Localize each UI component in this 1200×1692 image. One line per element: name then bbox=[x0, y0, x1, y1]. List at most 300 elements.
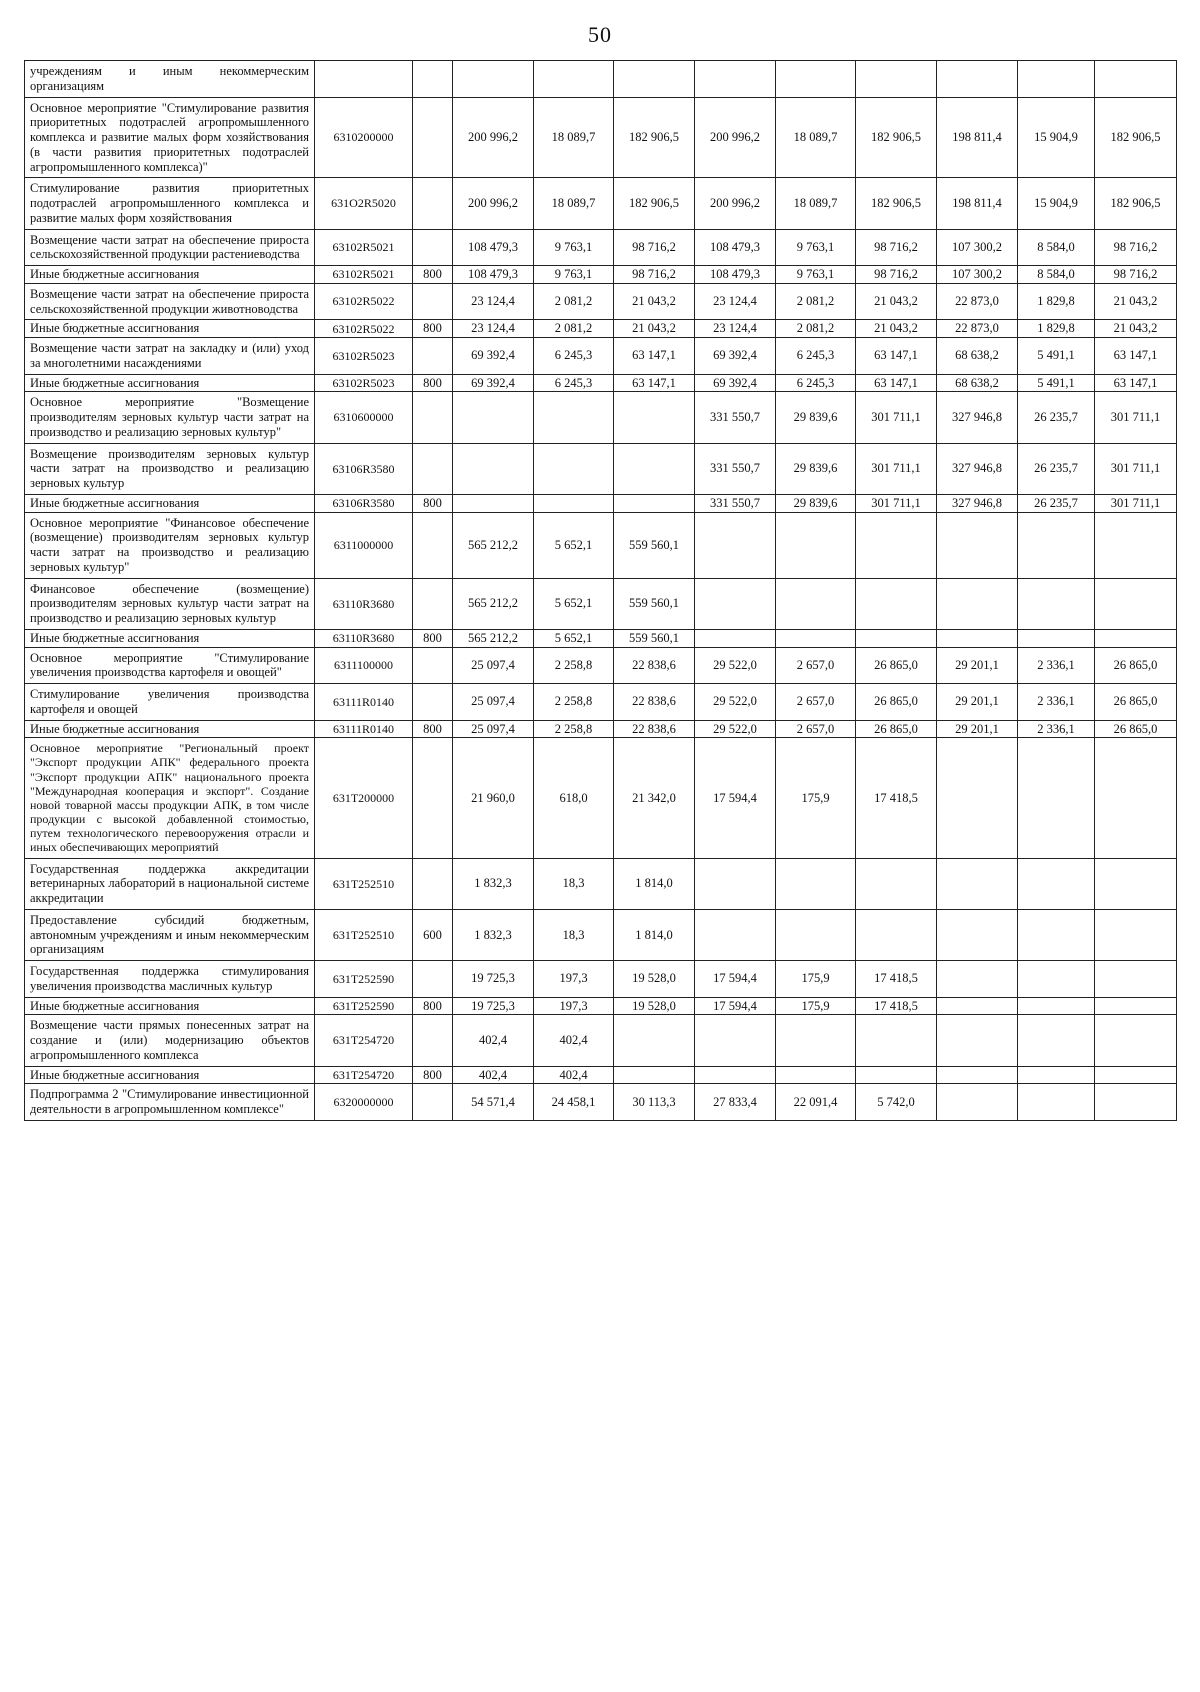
row-kvr-cell: 800 bbox=[413, 320, 453, 338]
row-value-cell: 21 043,2 bbox=[856, 283, 937, 320]
row-value-cell: 618,0 bbox=[534, 738, 614, 858]
row-value-cell: 6 245,3 bbox=[776, 374, 856, 392]
row-kvr-cell bbox=[413, 647, 453, 684]
row-value-cell bbox=[937, 909, 1018, 960]
row-name-cell: Основное мероприятие "Региональный проект "Экспорт продукции АПК" федерального проекта "Экспорт продукции АПК" национального проекта "Международная кооперация и экспорт". Создание новой товарной массы продукции АПК, в том числе продукции с высокой добавленной стоимостью, путем технологического перевооружения отрасли и иных обеспечивающих мероприятий bbox=[25, 738, 315, 858]
row-value-cell bbox=[1095, 858, 1177, 909]
row-value-cell: 23 124,4 bbox=[695, 320, 776, 338]
row-value-cell bbox=[856, 578, 937, 629]
row-value-cell bbox=[695, 61, 776, 98]
row-value-cell: 198 811,4 bbox=[937, 97, 1018, 178]
row-value-cell: 182 906,5 bbox=[614, 97, 695, 178]
row-value-cell: 26 865,0 bbox=[856, 647, 937, 684]
row-value-cell bbox=[776, 629, 856, 647]
row-value-cell bbox=[776, 61, 856, 98]
row-value-cell bbox=[937, 1015, 1018, 1066]
row-value-cell: 182 906,5 bbox=[614, 178, 695, 229]
row-value-cell: 301 711,1 bbox=[856, 494, 937, 512]
row-value-cell: 301 711,1 bbox=[1095, 494, 1177, 512]
row-value-cell bbox=[1018, 738, 1095, 858]
row-value-cell: 175,9 bbox=[776, 997, 856, 1015]
row-value-cell: 25 097,4 bbox=[453, 647, 534, 684]
row-value-cell bbox=[937, 1084, 1018, 1121]
row-kvr-cell bbox=[413, 684, 453, 721]
row-value-cell: 2 336,1 bbox=[1018, 647, 1095, 684]
row-name-cell: Основное мероприятие "Возмещение производителям зерновых культур части затрат на производство и реализацию зерновых культур" bbox=[25, 392, 315, 443]
row-kvr-cell bbox=[413, 392, 453, 443]
row-value-cell bbox=[534, 494, 614, 512]
row-value-cell bbox=[856, 909, 937, 960]
row-value-cell: 63 147,1 bbox=[1095, 374, 1177, 392]
row-value-cell: 29 201,1 bbox=[937, 647, 1018, 684]
table-row bbox=[25, 61, 1177, 98]
row-value-cell: 108 479,3 bbox=[695, 266, 776, 284]
row-value-cell: 559 560,1 bbox=[614, 512, 695, 578]
table-row bbox=[25, 1066, 1177, 1084]
row-value-cell: 331 550,7 bbox=[695, 443, 776, 494]
row-value-cell: 18,3 bbox=[534, 858, 614, 909]
row-value-cell: 2 657,0 bbox=[776, 720, 856, 738]
row-value-cell: 2 258,8 bbox=[534, 720, 614, 738]
row-value-cell bbox=[1095, 578, 1177, 629]
row-value-cell: 331 550,7 bbox=[695, 494, 776, 512]
row-value-cell bbox=[1095, 909, 1177, 960]
row-value-cell: 29 522,0 bbox=[695, 720, 776, 738]
row-value-cell: 21 342,0 bbox=[614, 738, 695, 858]
row-value-cell: 327 946,8 bbox=[937, 392, 1018, 443]
row-value-cell: 98 716,2 bbox=[856, 229, 937, 266]
row-value-cell bbox=[1018, 909, 1095, 960]
row-value-cell: 26 865,0 bbox=[856, 684, 937, 721]
row-value-cell: 5 652,1 bbox=[534, 629, 614, 647]
row-kvr-cell bbox=[413, 283, 453, 320]
table-row bbox=[25, 338, 1177, 375]
row-value-cell: 182 906,5 bbox=[1095, 178, 1177, 229]
row-name-cell: Иные бюджетные ассигнования bbox=[25, 720, 315, 738]
row-code-cell: 63102R5022 bbox=[315, 283, 413, 320]
row-name-cell: Иные бюджетные ассигнования bbox=[25, 320, 315, 338]
table-row bbox=[25, 738, 1177, 858]
row-value-cell bbox=[856, 512, 937, 578]
row-value-cell: 98 716,2 bbox=[1095, 229, 1177, 266]
row-value-cell: 26 865,0 bbox=[856, 720, 937, 738]
row-value-cell: 29 839,6 bbox=[776, 443, 856, 494]
table-row bbox=[25, 647, 1177, 684]
row-value-cell: 2 258,8 bbox=[534, 647, 614, 684]
row-value-cell: 402,4 bbox=[453, 1015, 534, 1066]
row-value-cell: 200 996,2 bbox=[695, 178, 776, 229]
row-name-cell: Возмещение части затрат на обеспечение прироста сельскохозяйственной продукции растениеводства bbox=[25, 229, 315, 266]
table-row bbox=[25, 229, 1177, 266]
row-value-cell: 29 522,0 bbox=[695, 647, 776, 684]
row-name-cell: учреждениям и иным некоммерческим организациям bbox=[25, 61, 315, 98]
row-value-cell: 63 147,1 bbox=[1095, 338, 1177, 375]
row-value-cell: 9 763,1 bbox=[534, 229, 614, 266]
row-value-cell bbox=[453, 494, 534, 512]
row-value-cell: 18 089,7 bbox=[776, 97, 856, 178]
row-value-cell: 26 865,0 bbox=[1095, 684, 1177, 721]
row-kvr-cell: 800 bbox=[413, 266, 453, 284]
row-value-cell bbox=[1018, 1015, 1095, 1066]
row-value-cell: 1 829,8 bbox=[1018, 283, 1095, 320]
row-value-cell: 23 124,4 bbox=[453, 320, 534, 338]
row-value-cell: 29 201,1 bbox=[937, 720, 1018, 738]
row-value-cell: 402,4 bbox=[453, 1066, 534, 1084]
row-kvr-cell bbox=[413, 178, 453, 229]
table-row bbox=[25, 578, 1177, 629]
row-value-cell: 2 081,2 bbox=[534, 283, 614, 320]
row-value-cell: 26 865,0 bbox=[1095, 720, 1177, 738]
row-name-cell: Подпрограмма 2 "Стимулирование инвестиционной деятельности в агропромышленном комплексе" bbox=[25, 1084, 315, 1121]
row-name-cell: Возмещение производителям зерновых культур части затрат на производство и реализацию зерновых культур bbox=[25, 443, 315, 494]
row-value-cell: 68 638,2 bbox=[937, 374, 1018, 392]
row-value-cell: 54 571,4 bbox=[453, 1084, 534, 1121]
row-value-cell: 21 043,2 bbox=[1095, 320, 1177, 338]
table-row bbox=[25, 684, 1177, 721]
row-code-cell: 63102R5021 bbox=[315, 229, 413, 266]
table-row bbox=[25, 320, 1177, 338]
row-value-cell: 5 491,1 bbox=[1018, 338, 1095, 375]
row-value-cell bbox=[614, 61, 695, 98]
row-value-cell bbox=[776, 909, 856, 960]
row-value-cell bbox=[614, 1066, 695, 1084]
row-value-cell bbox=[1095, 997, 1177, 1015]
row-value-cell: 22 091,4 bbox=[776, 1084, 856, 1121]
row-name-cell: Иные бюджетные ассигнования bbox=[25, 629, 315, 647]
row-kvr-cell bbox=[413, 738, 453, 858]
row-value-cell: 17 418,5 bbox=[856, 961, 937, 998]
row-value-cell bbox=[856, 629, 937, 647]
row-value-cell bbox=[1095, 961, 1177, 998]
row-value-cell bbox=[856, 61, 937, 98]
row-kvr-cell bbox=[413, 578, 453, 629]
row-kvr-cell bbox=[413, 1015, 453, 1066]
row-value-cell bbox=[1095, 512, 1177, 578]
row-value-cell: 9 763,1 bbox=[776, 266, 856, 284]
row-value-cell: 1 829,8 bbox=[1018, 320, 1095, 338]
row-value-cell bbox=[695, 858, 776, 909]
row-value-cell: 175,9 bbox=[776, 738, 856, 858]
row-value-cell: 63 147,1 bbox=[614, 338, 695, 375]
row-value-cell: 402,4 bbox=[534, 1066, 614, 1084]
row-value-cell: 2 657,0 bbox=[776, 684, 856, 721]
row-code-cell: 631T254720 bbox=[315, 1066, 413, 1084]
row-kvr-cell: 800 bbox=[413, 997, 453, 1015]
row-value-cell: 175,9 bbox=[776, 961, 856, 998]
row-value-cell: 2 657,0 bbox=[776, 647, 856, 684]
row-code-cell: 63110R3680 bbox=[315, 578, 413, 629]
row-name-cell: Государственная поддержка аккредитации ветеринарных лабораторий в национальной системе аккредитации bbox=[25, 858, 315, 909]
row-value-cell: 26 235,7 bbox=[1018, 392, 1095, 443]
row-code-cell: 631T254720 bbox=[315, 1015, 413, 1066]
row-value-cell: 2 258,8 bbox=[534, 684, 614, 721]
row-value-cell: 29 201,1 bbox=[937, 684, 1018, 721]
row-value-cell: 26 235,7 bbox=[1018, 494, 1095, 512]
row-name-cell: Иные бюджетные ассигнования bbox=[25, 266, 315, 284]
row-value-cell: 327 946,8 bbox=[937, 443, 1018, 494]
row-value-cell: 22 873,0 bbox=[937, 283, 1018, 320]
row-name-cell: Иные бюджетные ассигнования bbox=[25, 1066, 315, 1084]
row-value-cell bbox=[776, 578, 856, 629]
row-value-cell bbox=[937, 1066, 1018, 1084]
row-value-cell bbox=[534, 392, 614, 443]
table-row bbox=[25, 392, 1177, 443]
row-code-cell: 63102R5023 bbox=[315, 374, 413, 392]
row-name-cell: Возмещение части затрат на закладку и (или) уход за многолетними насаждениями bbox=[25, 338, 315, 375]
table-row bbox=[25, 374, 1177, 392]
budget-rows bbox=[25, 61, 1177, 1121]
row-code-cell: 631T200000 bbox=[315, 738, 413, 858]
row-value-cell: 63 147,1 bbox=[856, 374, 937, 392]
row-value-cell: 2 081,2 bbox=[776, 283, 856, 320]
row-kvr-cell bbox=[413, 338, 453, 375]
row-value-cell: 30 113,3 bbox=[614, 1084, 695, 1121]
row-value-cell: 69 392,4 bbox=[695, 338, 776, 375]
row-code-cell: 631T252510 bbox=[315, 858, 413, 909]
row-value-cell: 98 716,2 bbox=[614, 266, 695, 284]
row-value-cell: 69 392,4 bbox=[453, 374, 534, 392]
row-code-cell: 631T252590 bbox=[315, 997, 413, 1015]
row-value-cell: 22 838,6 bbox=[614, 647, 695, 684]
row-value-cell: 27 833,4 bbox=[695, 1084, 776, 1121]
row-value-cell: 24 458,1 bbox=[534, 1084, 614, 1121]
row-code-cell: 63110R3680 bbox=[315, 629, 413, 647]
row-value-cell: 68 638,2 bbox=[937, 338, 1018, 375]
row-value-cell bbox=[1095, 1066, 1177, 1084]
table-row bbox=[25, 512, 1177, 578]
row-value-cell: 19 528,0 bbox=[614, 997, 695, 1015]
row-value-cell: 182 906,5 bbox=[856, 178, 937, 229]
table-row bbox=[25, 858, 1177, 909]
row-value-cell bbox=[695, 1015, 776, 1066]
row-value-cell: 63 147,1 bbox=[856, 338, 937, 375]
row-value-cell bbox=[614, 1015, 695, 1066]
row-value-cell: 22 838,6 bbox=[614, 684, 695, 721]
row-value-cell bbox=[937, 629, 1018, 647]
row-name-cell: Основное мероприятие "Стимулирование развития приоритетных подотраслей агропромышленного комплекса и развитие малых форм хозяйствования (в части развития приоритетных подотраслей агропромышленного комплекса)" bbox=[25, 97, 315, 178]
row-name-cell: Иные бюджетные ассигнования bbox=[25, 494, 315, 512]
row-value-cell: 21 043,2 bbox=[1095, 283, 1177, 320]
table-row bbox=[25, 961, 1177, 998]
row-value-cell: 1 814,0 bbox=[614, 858, 695, 909]
row-value-cell: 25 097,4 bbox=[453, 720, 534, 738]
row-value-cell: 108 479,3 bbox=[695, 229, 776, 266]
row-value-cell: 26 235,7 bbox=[1018, 443, 1095, 494]
table-row bbox=[25, 1015, 1177, 1066]
row-value-cell: 107 300,2 bbox=[937, 229, 1018, 266]
row-value-cell: 1 832,3 bbox=[453, 858, 534, 909]
row-value-cell bbox=[776, 1015, 856, 1066]
row-value-cell bbox=[1018, 1084, 1095, 1121]
row-code-cell: 63106R3580 bbox=[315, 443, 413, 494]
row-value-cell: 197,3 bbox=[534, 961, 614, 998]
row-value-cell bbox=[453, 443, 534, 494]
row-value-cell bbox=[937, 578, 1018, 629]
row-value-cell: 29 839,6 bbox=[776, 392, 856, 443]
row-value-cell bbox=[1018, 961, 1095, 998]
row-name-cell: Возмещение части затрат на обеспечение прироста сельскохозяйственной продукции животноводства bbox=[25, 283, 315, 320]
row-code-cell: 63102R5021 bbox=[315, 266, 413, 284]
row-kvr-cell: 800 bbox=[413, 494, 453, 512]
row-value-cell: 182 906,5 bbox=[856, 97, 937, 178]
row-value-cell: 200 996,2 bbox=[453, 97, 534, 178]
row-value-cell: 22 873,0 bbox=[937, 320, 1018, 338]
row-value-cell: 17 418,5 bbox=[856, 997, 937, 1015]
row-value-cell: 1 814,0 bbox=[614, 909, 695, 960]
row-value-cell bbox=[937, 961, 1018, 998]
row-value-cell bbox=[614, 494, 695, 512]
row-value-cell bbox=[695, 578, 776, 629]
row-value-cell: 19 725,3 bbox=[453, 961, 534, 998]
row-value-cell bbox=[856, 858, 937, 909]
row-kvr-cell bbox=[413, 1084, 453, 1121]
row-value-cell: 5 652,1 bbox=[534, 512, 614, 578]
row-code-cell bbox=[315, 61, 413, 98]
row-value-cell: 17 418,5 bbox=[856, 738, 937, 858]
row-value-cell bbox=[937, 858, 1018, 909]
row-value-cell: 327 946,8 bbox=[937, 494, 1018, 512]
row-value-cell bbox=[937, 61, 1018, 98]
row-kvr-cell bbox=[413, 443, 453, 494]
row-value-cell bbox=[1018, 1066, 1095, 1084]
row-code-cell: 631T252510 bbox=[315, 909, 413, 960]
row-value-cell: 98 716,2 bbox=[614, 229, 695, 266]
row-value-cell: 15 904,9 bbox=[1018, 97, 1095, 178]
table-row bbox=[25, 1084, 1177, 1121]
row-value-cell: 25 097,4 bbox=[453, 684, 534, 721]
row-value-cell bbox=[937, 997, 1018, 1015]
row-value-cell: 69 392,4 bbox=[453, 338, 534, 375]
table-row bbox=[25, 909, 1177, 960]
row-value-cell bbox=[776, 858, 856, 909]
row-code-cell: 6311100000 bbox=[315, 647, 413, 684]
row-value-cell bbox=[1018, 578, 1095, 629]
row-value-cell bbox=[614, 443, 695, 494]
row-value-cell: 21 043,2 bbox=[856, 320, 937, 338]
row-value-cell: 108 479,3 bbox=[453, 229, 534, 266]
row-value-cell: 1 832,3 bbox=[453, 909, 534, 960]
row-name-cell: Основное мероприятие "Финансовое обеспечение (возмещение) производителям зерновых культур части затрат на производство и реализацию зерновых культур" bbox=[25, 512, 315, 578]
row-value-cell bbox=[776, 1066, 856, 1084]
table-row bbox=[25, 494, 1177, 512]
row-name-cell: Стимулирование увеличения производства картофеля и овощей bbox=[25, 684, 315, 721]
row-value-cell: 200 996,2 bbox=[695, 97, 776, 178]
row-value-cell: 8 584,0 bbox=[1018, 266, 1095, 284]
row-value-cell: 565 212,2 bbox=[453, 578, 534, 629]
table-row bbox=[25, 283, 1177, 320]
row-code-cell: 6320000000 bbox=[315, 1084, 413, 1121]
row-value-cell: 301 711,1 bbox=[856, 443, 937, 494]
row-value-cell bbox=[776, 512, 856, 578]
table-row bbox=[25, 997, 1177, 1015]
row-code-cell: 63102R5023 bbox=[315, 338, 413, 375]
row-value-cell: 5 491,1 bbox=[1018, 374, 1095, 392]
row-code-cell: 631O2R5020 bbox=[315, 178, 413, 229]
row-value-cell bbox=[695, 909, 776, 960]
row-value-cell: 197,3 bbox=[534, 997, 614, 1015]
row-value-cell: 9 763,1 bbox=[534, 266, 614, 284]
row-kvr-cell bbox=[413, 61, 453, 98]
row-value-cell bbox=[1095, 629, 1177, 647]
row-value-cell: 23 124,4 bbox=[453, 283, 534, 320]
row-value-cell bbox=[695, 629, 776, 647]
row-value-cell: 19 528,0 bbox=[614, 961, 695, 998]
row-value-cell bbox=[1018, 997, 1095, 1015]
row-code-cell: 6310600000 bbox=[315, 392, 413, 443]
row-value-cell: 200 996,2 bbox=[453, 178, 534, 229]
row-value-cell: 559 560,1 bbox=[614, 578, 695, 629]
row-value-cell bbox=[1018, 512, 1095, 578]
row-value-cell: 2 336,1 bbox=[1018, 720, 1095, 738]
row-value-cell: 6 245,3 bbox=[776, 338, 856, 375]
row-value-cell: 26 865,0 bbox=[1095, 647, 1177, 684]
row-name-cell: Возмещение части прямых понесенных затрат на создание и (или) модернизацию объектов агропромышленного комплекса bbox=[25, 1015, 315, 1066]
row-value-cell: 402,4 bbox=[534, 1015, 614, 1066]
row-value-cell: 107 300,2 bbox=[937, 266, 1018, 284]
row-kvr-cell bbox=[413, 512, 453, 578]
row-code-cell: 63106R3580 bbox=[315, 494, 413, 512]
row-kvr-cell bbox=[413, 858, 453, 909]
row-value-cell bbox=[1018, 61, 1095, 98]
table-row bbox=[25, 629, 1177, 647]
row-value-cell: 301 711,1 bbox=[1095, 443, 1177, 494]
row-name-cell: Иные бюджетные ассигнования bbox=[25, 374, 315, 392]
row-kvr-cell bbox=[413, 229, 453, 266]
row-value-cell: 29 522,0 bbox=[695, 684, 776, 721]
row-value-cell: 98 716,2 bbox=[1095, 266, 1177, 284]
row-value-cell: 108 479,3 bbox=[453, 266, 534, 284]
row-value-cell: 5 742,0 bbox=[856, 1084, 937, 1121]
row-kvr-cell: 800 bbox=[413, 374, 453, 392]
row-kvr-cell: 800 bbox=[413, 629, 453, 647]
row-value-cell: 8 584,0 bbox=[1018, 229, 1095, 266]
row-value-cell: 21 960,0 bbox=[453, 738, 534, 858]
row-value-cell: 9 763,1 bbox=[776, 229, 856, 266]
row-value-cell: 6 245,3 bbox=[534, 338, 614, 375]
row-value-cell: 331 550,7 bbox=[695, 392, 776, 443]
row-name-cell: Иные бюджетные ассигнования bbox=[25, 997, 315, 1015]
row-kvr-cell: 600 bbox=[413, 909, 453, 960]
row-value-cell bbox=[937, 738, 1018, 858]
row-value-cell bbox=[1018, 629, 1095, 647]
row-code-cell: 631T252590 bbox=[315, 961, 413, 998]
table-row bbox=[25, 443, 1177, 494]
table-row bbox=[25, 178, 1177, 229]
row-value-cell: 29 839,6 bbox=[776, 494, 856, 512]
row-value-cell: 2 081,2 bbox=[776, 320, 856, 338]
row-value-cell bbox=[937, 512, 1018, 578]
table-row bbox=[25, 720, 1177, 738]
row-value-cell bbox=[1095, 61, 1177, 98]
row-kvr-cell bbox=[413, 97, 453, 178]
row-value-cell bbox=[534, 443, 614, 494]
row-value-cell bbox=[1095, 1015, 1177, 1066]
row-value-cell: 198 811,4 bbox=[937, 178, 1018, 229]
row-value-cell: 19 725,3 bbox=[453, 997, 534, 1015]
budget-table bbox=[24, 60, 1177, 1121]
row-value-cell bbox=[1095, 1084, 1177, 1121]
row-value-cell: 182 906,5 bbox=[1095, 97, 1177, 178]
row-value-cell: 565 212,2 bbox=[453, 512, 534, 578]
row-name-cell: Государственная поддержка стимулирования увеличения производства масличных культур bbox=[25, 961, 315, 998]
row-code-cell: 63102R5022 bbox=[315, 320, 413, 338]
row-value-cell bbox=[1095, 738, 1177, 858]
row-value-cell: 18 089,7 bbox=[776, 178, 856, 229]
row-value-cell: 559 560,1 bbox=[614, 629, 695, 647]
row-value-cell: 69 392,4 bbox=[695, 374, 776, 392]
row-value-cell: 18 089,7 bbox=[534, 97, 614, 178]
row-value-cell bbox=[1018, 858, 1095, 909]
